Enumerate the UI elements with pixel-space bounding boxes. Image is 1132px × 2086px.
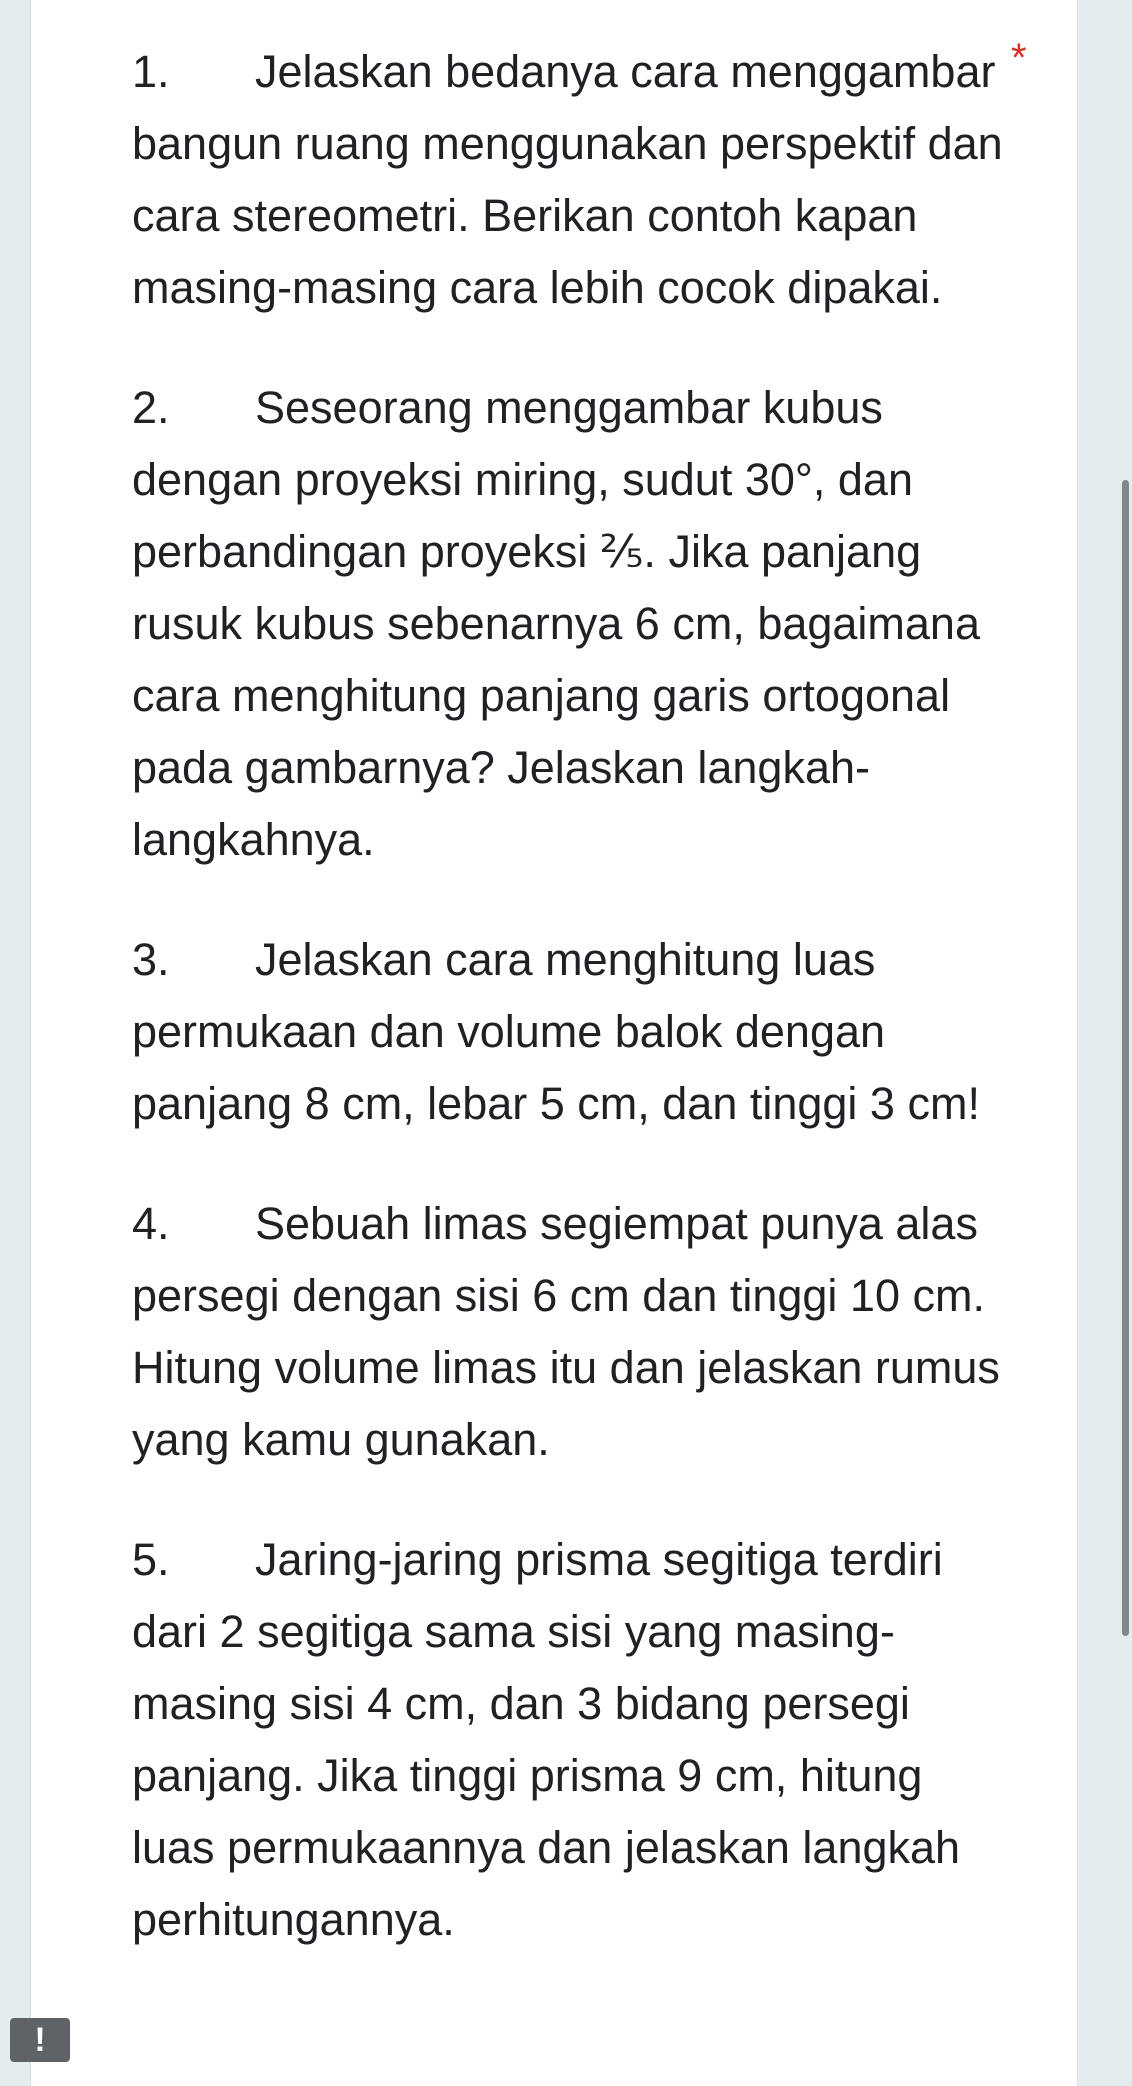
question-item-4 bbox=[132, 1188, 1012, 1476]
question-item-3 bbox=[132, 924, 1012, 1140]
question-text: Sebuah limas segiempat punya alas persegi dengan sisi 6 cm dan tinggi 10 cm. Hitung volume limas itu dan jelaskan rumus yang kamu gunakan. bbox=[132, 1198, 1000, 1465]
question-list bbox=[132, 36, 1012, 2004]
question-number: 2. bbox=[132, 382, 170, 433]
question-item-1 bbox=[132, 36, 1012, 324]
question-number: 1. bbox=[132, 46, 170, 97]
exclamation-icon[interactable] bbox=[10, 2018, 70, 2062]
question-card bbox=[30, 0, 1078, 2086]
alert-badge-label: ! bbox=[34, 2021, 46, 2059]
question-text: Jelaskan cara menghitung luas permukaan dan volume balok dengan panjang 8 cm, lebar 5 cm, dan tinggi 3 cm! bbox=[132, 934, 980, 1129]
question-number: 5. bbox=[132, 1534, 170, 1585]
scrollbar-thumb[interactable] bbox=[1122, 480, 1129, 1636]
question-number: 4. bbox=[132, 1198, 170, 1249]
question-text: Jelaskan bedanya cara menggambar bangun ruang menggunakan perspektif dan cara stereometri. Berikan contoh kapan masing-masing cara lebih cocok dipakai. bbox=[132, 46, 1003, 313]
question-number: 3. bbox=[132, 934, 170, 985]
question-item-5 bbox=[132, 1524, 1012, 1956]
question-text: Seseorang menggambar kubus dengan proyeksi miring, sudut 30°, dan perbandingan proyeksi ⅖. Jika panjang rusuk kubus sebenarnya 6 cm, bagaimana cara menghitung panjang garis ortogonal pada gambarnya? Jelaskan langkah-langkahnya. bbox=[132, 382, 980, 865]
question-text: Jaring-jaring prisma segitiga terdiri dari 2 segitiga sama sisi yang masing-masing sisi 4 cm, dan 3 bidang persegi panjang. Jika tinggi prisma 9 cm, hitung luas permukaannya dan jelaskan langkah perhitungannya. bbox=[132, 1534, 961, 1945]
required-asterisk: * bbox=[1011, 36, 1027, 80]
question-item-2 bbox=[132, 372, 1012, 876]
